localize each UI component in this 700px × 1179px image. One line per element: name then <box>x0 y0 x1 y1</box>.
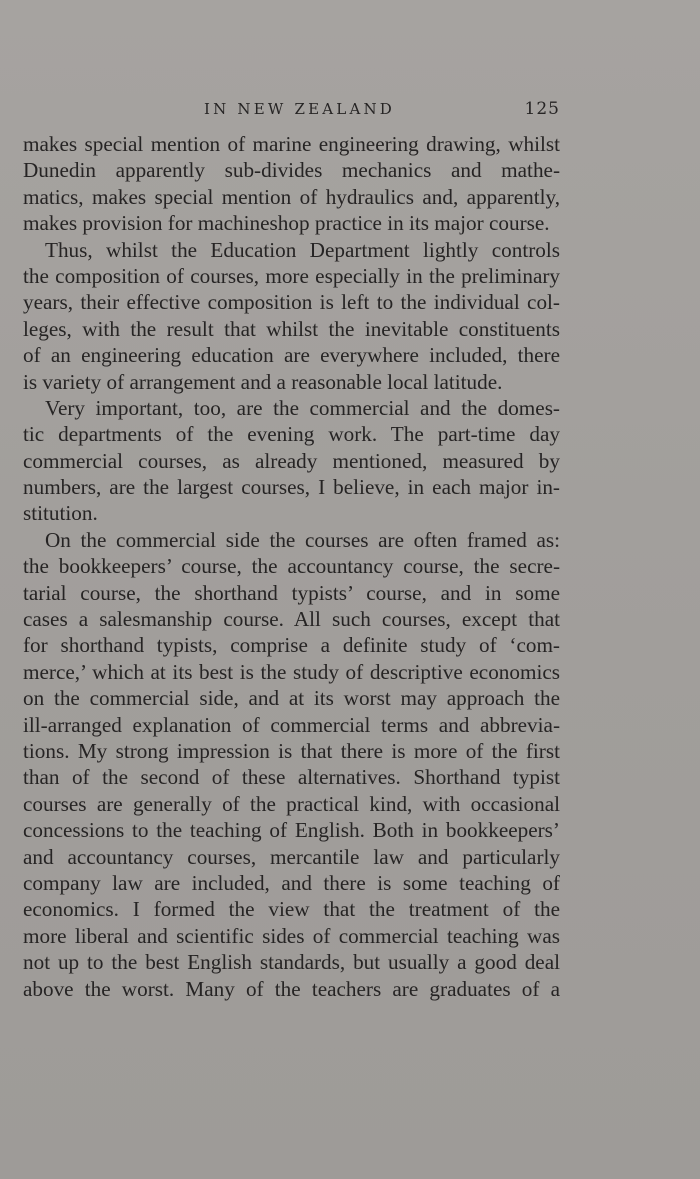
text-line: not up to the best English standards, but usually a good deal <box>23 950 560 975</box>
text-line: Dunedin apparently sub-divides mechanics and mathe- <box>23 158 560 183</box>
text-line: cases a salesmanship course. All such courses, except that <box>23 607 560 632</box>
text-line: leges, with the result that whilst the inevitable constituents <box>23 316 560 341</box>
text-line: years, their effective composition is left to the individual col- <box>23 290 560 315</box>
text-line: makes provision for machineshop practice in its major course. <box>23 211 550 236</box>
text-line: company law are included, and there is some teaching of <box>23 870 560 895</box>
text-line: stitution. <box>23 501 98 526</box>
text-line: economics. I formed the view that the treatment of the <box>23 897 560 922</box>
text-line: the composition of courses, more especially in the preliminary <box>23 263 560 288</box>
text-line: tions. My strong impression is that there is more of the first <box>23 738 560 763</box>
text-line: the bookkeepers’ course, the accountancy course, the secre- <box>23 554 560 579</box>
text-line: tarial course, the shorthand typists’ course, and in some <box>23 580 560 605</box>
text-line: more liberal and scientific sides of commercial teaching was <box>23 923 560 948</box>
text-line: matics, makes special mention of hydraulics and, apparently, <box>23 184 560 209</box>
text-line: is variety of arrangement and a reasonable local latitude. <box>23 369 503 394</box>
text-line: merce,’ which at its best is the study of descriptive economics <box>23 659 560 684</box>
text-line: numbers, are the largest courses, I believe, in each major in- <box>23 475 560 500</box>
text-line: for shorthand typists, comprise a definite study of ‘com- <box>23 633 560 658</box>
text-line: than of the second of these alternatives. Shorthand typist <box>23 765 560 790</box>
text-line: makes special mention of marine engineering drawing, whilst <box>23 132 560 156</box>
text-line: of an engineering education are everywhere included, there <box>23 343 560 368</box>
text-line: Very important, too, are the commercial and the domes- <box>45 395 560 420</box>
running-head-title: IN NEW ZEALAND <box>204 100 396 118</box>
body-text <box>23 131 560 1002</box>
running-head <box>0 96 700 122</box>
text-line: tic departments of the evening work. The part-time day <box>23 422 560 447</box>
text-line: on the commercial side, and at its worst may approach the <box>23 686 560 711</box>
text-line: Thus, whilst the Education Department lightly controls <box>45 237 560 262</box>
text-line: courses are generally of the practical kind, with occasional <box>23 791 560 816</box>
text-line: ill-arranged explanation of commercial terms and abbrevia- <box>23 712 560 737</box>
text-line: concessions to the teaching of English. Both in bookkeepers’ <box>23 818 560 843</box>
text-line: On the commercial side the courses are often framed as: <box>45 527 560 552</box>
text-line: commercial courses, as already mentioned, measured by <box>23 448 560 473</box>
page-number: 125 <box>524 99 560 119</box>
text-line: and accountancy courses, mercantile law and particularly <box>23 844 560 869</box>
text-line: above the worst. Many of the teachers are graduates of a <box>23 976 560 1001</box>
